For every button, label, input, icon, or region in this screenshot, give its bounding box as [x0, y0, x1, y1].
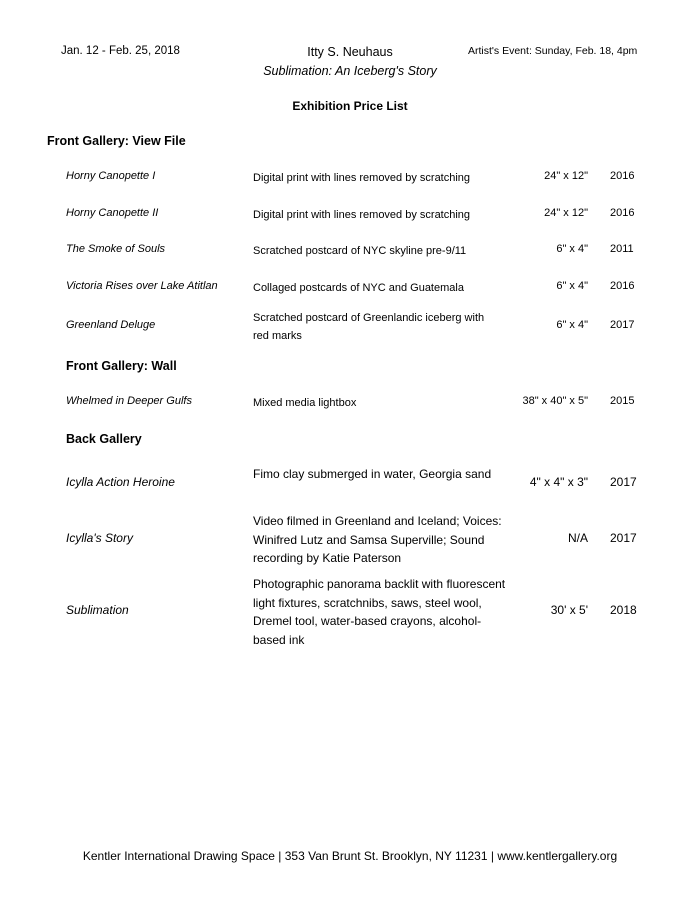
artwork-year: 2016 [610, 280, 635, 292]
artwork-year: 2018 [610, 603, 637, 617]
section-heading-front-wall: Front Gallery: Wall [66, 359, 177, 373]
artwork-row [0, 577, 700, 647]
artwork-row [0, 207, 700, 227]
artwork-row [0, 467, 700, 495]
artwork-row [0, 170, 700, 190]
artwork-year: 2016 [610, 207, 635, 219]
artwork-year: 2011 [610, 243, 634, 255]
artwork-description: Mixed media lightbox [253, 397, 357, 409]
artwork-row [0, 395, 700, 415]
artwork-title: Icylla's Story [66, 531, 133, 545]
artwork-row [0, 312, 700, 342]
price-list-title: Exhibition Price List [292, 99, 408, 113]
artwork-title: Icylla Action Heroine [66, 475, 175, 489]
artwork-year: 2017 [610, 319, 635, 331]
artwork-year: 2017 [610, 531, 637, 545]
artwork-title: Sublimation [66, 603, 129, 617]
artwork-dimensions: 24" x 12" [544, 207, 588, 219]
artwork-dimensions: 6" x 4" [556, 319, 588, 331]
artwork-title: Horny Canopette II [66, 207, 159, 219]
artwork-row [0, 243, 700, 263]
artwork-year: 2015 [610, 395, 635, 407]
artwork-title: Whelmed in Deeper Gulfs [66, 395, 192, 407]
exhibition-subtitle: Sublimation: An Iceberg's Story [263, 64, 437, 78]
artwork-description: Video filmed in Greenland and Iceland; Voices: Winifred Lutz and Samsa Superville; Sound recording by Katie Paterson [253, 514, 502, 565]
artwork-dimensions: 30' x 5' [550, 603, 588, 617]
artwork-description: Scratched postcard of NYC skyline pre-9/11 [253, 245, 467, 257]
artwork-dimensions: 6" x 4" [556, 243, 588, 255]
artwork-description: Digital print with lines removed by scratching [253, 209, 471, 221]
artwork-dimensions: 38" x 40" x 5" [522, 395, 588, 407]
artwork-dimensions: N/A [567, 531, 588, 545]
artwork-description: Scratched postcard of Greenlandic iceberg with red marks [253, 312, 485, 342]
exhibition-dates: Jan. 12 - Feb. 25, 2018 [61, 45, 180, 57]
artwork-title: The Smoke of Souls [66, 243, 166, 255]
artwork-description: Collaged postcards of NYC and Guatemala [253, 282, 464, 294]
artwork-dimensions: 4" x 4" x 3" [529, 475, 588, 489]
section-heading-front-view-file: Front Gallery: View File [47, 134, 186, 148]
artwork-year: 2017 [610, 475, 637, 489]
artist-event: Artist's Event: Sunday, Feb. 18, 4pm [468, 45, 638, 57]
artwork-dimensions: 6" x 4" [556, 280, 588, 292]
artwork-row [0, 514, 700, 565]
artwork-year: 2016 [610, 170, 635, 182]
artwork-description: Fimo clay submerged in water, Georgia sand [253, 467, 492, 481]
section-heading-back-gallery: Back Gallery [66, 432, 142, 446]
artwork-dimensions: 24" x 12" [544, 170, 588, 182]
artwork-title: Victoria Rises over Lake Atitlan [66, 280, 218, 292]
artwork-title: Greenland Deluge [66, 319, 156, 331]
artwork-description: Photographic panorama backlit with fluorescent light fixtures, scratchnibs, saws, steel wool, Dremel tool, water-based crayons, alcohol-based ink [253, 577, 506, 647]
artwork-row [0, 280, 700, 300]
artwork-title: Horny Canopette I [66, 170, 156, 182]
gallery-footer: Kentler International Drawing Space | 353 Van Brunt St. Brooklyn, NY 11231 | www.kentlergallery.org [82, 849, 618, 863]
artist-name: Itty S. Neuhaus [307, 45, 393, 59]
artwork-description: Digital print with lines removed by scratching [253, 172, 471, 184]
